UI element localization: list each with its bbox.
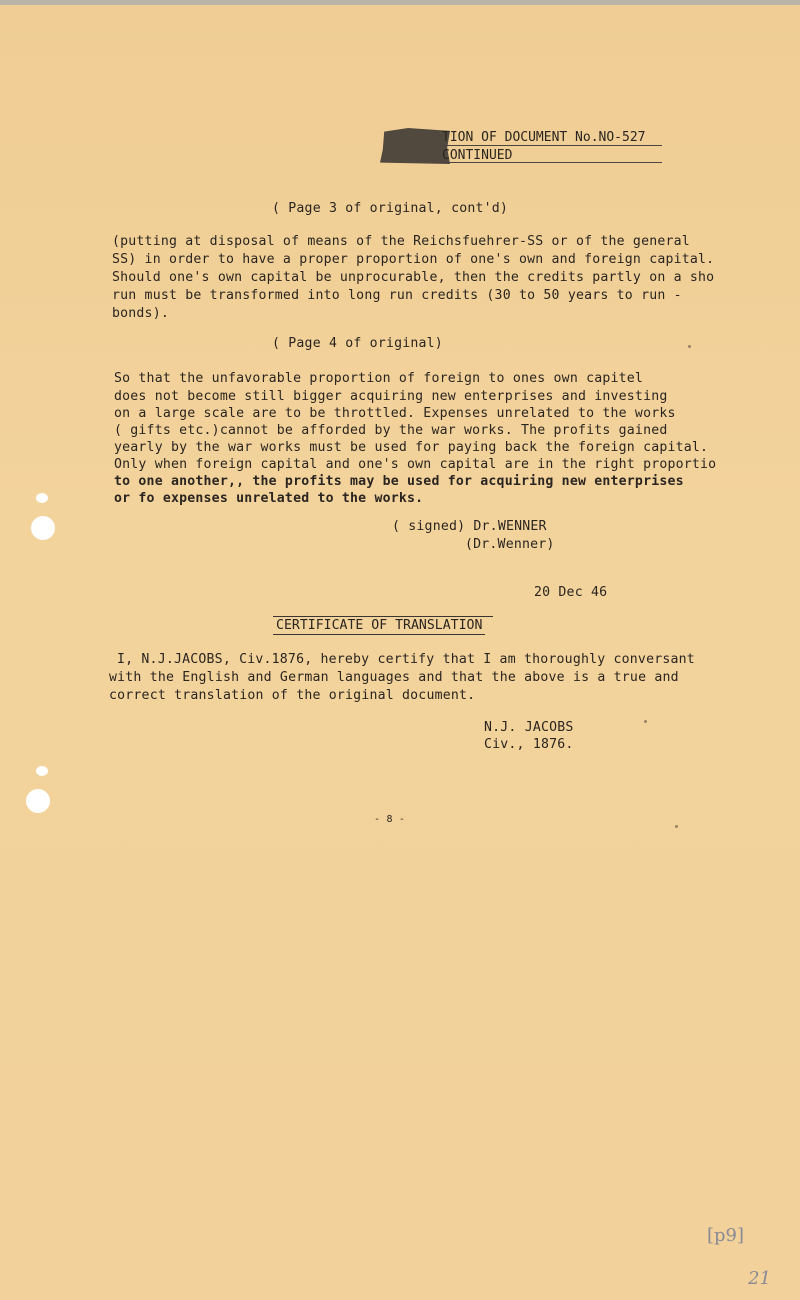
- para2-line: So that the unfavorable proportion of foreign to ones own capitel: [114, 371, 644, 386]
- scan-edge: [0, 0, 800, 5]
- punch-hole-fragment: [36, 493, 48, 503]
- certificate-heading: CERTIFICATE OF TRANSLATION: [273, 618, 485, 635]
- handwritten-bracket-note: [p9]: [707, 1225, 745, 1246]
- speck: [644, 720, 647, 723]
- para2-line: yearly by the war works must be used for paying back the foreign capital.: [114, 440, 709, 455]
- handwritten-page-number: 21: [748, 1268, 771, 1289]
- page-mark: - 8 -: [374, 814, 406, 825]
- signature-name: (Dr.Wenner): [465, 537, 555, 552]
- page4-heading: ( Page 4 of original): [272, 336, 443, 351]
- certificate-line: I, N.J.JACOBS, Civ.1876, hereby certify that I am thoroughly conversant: [117, 652, 695, 667]
- para1-line: bonds).: [112, 306, 169, 321]
- punch-hole-fragment: [36, 766, 48, 776]
- speck: [675, 825, 678, 828]
- translator-name: N.J. JACOBS: [484, 720, 574, 735]
- para1-line: SS) in order to have a proper proportion of one's own and foreign capital.: [112, 252, 715, 267]
- document-date: 20 Dec 46: [534, 585, 608, 600]
- para2-line: Only when foreign capital and one's own capital are in the right proportio: [114, 457, 717, 472]
- ink-stamp: [380, 128, 450, 164]
- signature-signed: ( signed) Dr.WENNER: [392, 519, 547, 534]
- punch-hole: [31, 516, 55, 540]
- para2-line: ( gifts etc.)cannot be afforded by the war works. The profits gained: [114, 423, 668, 438]
- para2-line: to one another,, the profits may be used for acquiring new enterprises: [114, 474, 684, 489]
- punch-hole: [26, 789, 50, 813]
- document-header: [380, 128, 665, 166]
- header-rule: [440, 145, 662, 146]
- para1-line: Should one's own capital be unprocurable, then the credits partly on a sho: [112, 270, 715, 285]
- para2-line: does not become still bigger acquiring new enterprises and investing: [114, 389, 668, 404]
- header-document-number: TION OF DOCUMENT No.NO-527: [442, 130, 646, 145]
- translator-civ: Civ., 1876.: [484, 737, 574, 752]
- certificate-line: correct translation of the original document.: [109, 688, 476, 703]
- speck: [688, 345, 691, 348]
- para2-line: or fo expenses unrelated to the works.: [114, 491, 424, 506]
- certificate-line: with the English and German languages and that the above is a true and: [109, 670, 679, 685]
- para2-line: on a large scale are to be throttled. Expenses unrelated to the works: [114, 406, 676, 421]
- page3-heading: ( Page 3 of original, cont'd): [272, 201, 509, 216]
- para1-line: (putting at disposal of means of the Reichsfuehrer-SS or of the general: [112, 234, 690, 249]
- para1-line: run must be transformed into long run credits (30 to 50 years to run -: [112, 288, 682, 303]
- header-continued: CONTINUED: [442, 148, 513, 163]
- certificate-rule: [273, 616, 493, 617]
